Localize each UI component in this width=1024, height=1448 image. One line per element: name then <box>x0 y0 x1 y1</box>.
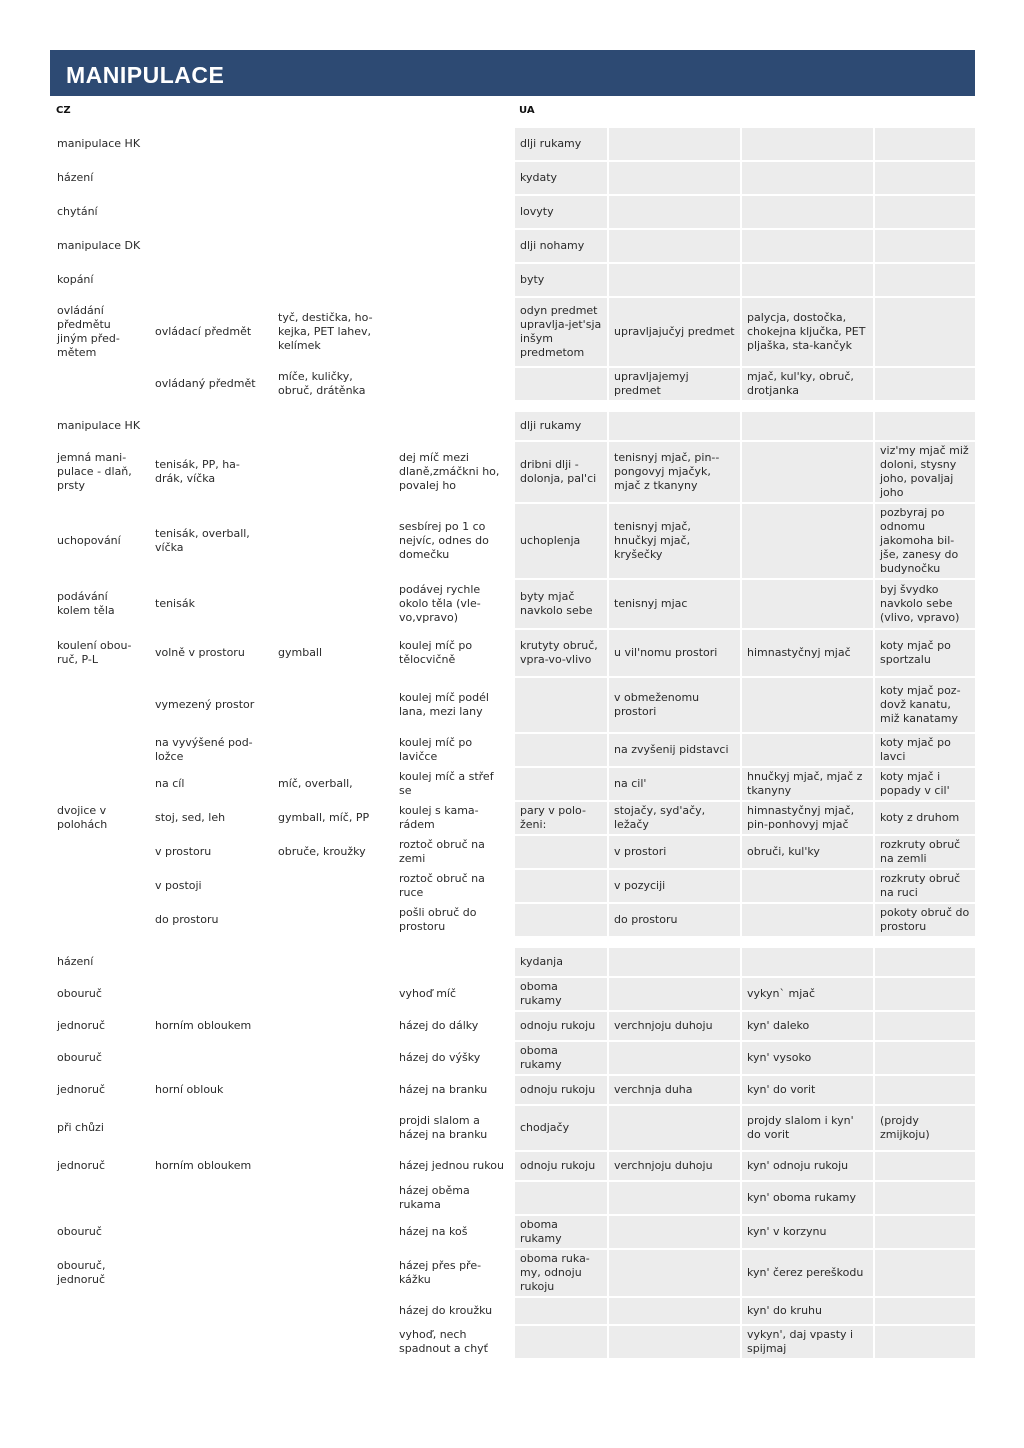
cz-cell-2: tenisák, PP, ha-drák, víčka <box>149 441 272 503</box>
cz-cell-4: sesbírej po 1 co nejvíc, odnes do domečku <box>393 503 514 579</box>
section-spacer <box>51 401 976 411</box>
cz-cell-2: vymezený prostor <box>149 677 272 733</box>
ua-cell-2 <box>608 411 741 441</box>
cz-cell-4 <box>393 127 514 161</box>
ua-cell-1 <box>514 1297 608 1325</box>
ua-cell-3 <box>741 229 874 263</box>
cz-cell-4: projdi slalom a házej na branku <box>393 1105 514 1151</box>
cz-cell-3 <box>272 229 393 263</box>
cz-cell-4: házej jednou rukou <box>393 1151 514 1181</box>
cz-cell-3 <box>272 947 393 977</box>
ua-cell-1: oboma rukamy <box>514 977 608 1011</box>
table-row <box>51 579 976 629</box>
table-row <box>51 1325 976 1359</box>
cz-cell-1: ovládání předmětu jiným před-mětem <box>51 297 149 367</box>
table-row <box>51 733 976 767</box>
table-row <box>51 411 976 441</box>
ua-cell-2: v prostori <box>608 835 741 869</box>
ua-cell-1: odnoju rukoju <box>514 1151 608 1181</box>
ua-cell-4 <box>874 263 976 297</box>
ua-cell-3: vykyn', daj vpasty i spijmaj <box>741 1325 874 1359</box>
ua-cell-4 <box>874 1011 976 1041</box>
ua-cell-1: byty mjač navkolo sebe <box>514 579 608 629</box>
ua-cell-2 <box>608 1105 741 1151</box>
ua-cell-4 <box>874 1041 976 1075</box>
ua-cell-4: koty z druhom <box>874 801 976 835</box>
table-row <box>51 1075 976 1105</box>
cz-cell-1: obouruč <box>51 1215 149 1249</box>
cz-cell-1: při chůzi <box>51 1105 149 1151</box>
cz-cell-2: horní oblouk <box>149 1075 272 1105</box>
cz-cell-1 <box>51 1297 149 1325</box>
cz-cell-2: na cíl <box>149 767 272 801</box>
table-row <box>51 367 976 401</box>
ua-cell-3 <box>741 733 874 767</box>
cz-cell-4: koulej s kama-rádem <box>393 801 514 835</box>
cz-cell-4: házej do výšky <box>393 1041 514 1075</box>
table-row <box>51 229 976 263</box>
ua-cell-4: byj švydko navkolo sebe (vlivo, vpravo) <box>874 579 976 629</box>
cz-cell-3: gymball <box>272 629 393 677</box>
cz-cell-2 <box>149 1105 272 1151</box>
ua-cell-3: palycja, dostočka, chokejna ključka, PET pljaška, sta-kančyk <box>741 297 874 367</box>
ua-cell-4: koty mjač po sportzalu <box>874 629 976 677</box>
cz-cell-1: chytání <box>51 195 149 229</box>
ua-cell-1 <box>514 903 608 937</box>
cz-cell-3 <box>272 1325 393 1359</box>
table-row <box>51 835 976 869</box>
cz-cell-3 <box>272 1011 393 1041</box>
cz-cell-4: koulej míč po lavičce <box>393 733 514 767</box>
cz-cell-1: obouruč, jednoruč <box>51 1249 149 1297</box>
ua-cell-3: obruči, kul'ky <box>741 835 874 869</box>
cz-cell-3 <box>272 869 393 903</box>
ua-cell-2 <box>608 1325 741 1359</box>
ua-cell-4: pokoty obruč do prostoru <box>874 903 976 937</box>
table-row <box>51 629 976 677</box>
ua-cell-1 <box>514 1181 608 1215</box>
cz-cell-3 <box>272 1215 393 1249</box>
ua-cell-3: vykyn` mjač <box>741 977 874 1011</box>
table-row <box>51 1105 976 1151</box>
cz-cell-2: v prostoru <box>149 835 272 869</box>
cz-cell-2: v postoji <box>149 869 272 903</box>
table-row <box>51 947 976 977</box>
table-row <box>51 1041 976 1075</box>
cz-cell-4 <box>393 367 514 401</box>
ua-cell-2: v pozyciji <box>608 869 741 903</box>
table-row <box>51 801 976 835</box>
cz-cell-1 <box>51 835 149 869</box>
ua-cell-4 <box>874 195 976 229</box>
ua-cell-2: verchnja duha <box>608 1075 741 1105</box>
ua-cell-1: kydaty <box>514 161 608 195</box>
table-row <box>51 1011 976 1041</box>
cz-cell-1 <box>51 367 149 401</box>
cz-cell-2 <box>149 263 272 297</box>
ua-cell-2 <box>608 977 741 1011</box>
ua-cell-1 <box>514 733 608 767</box>
cz-cell-4: dej míč mezi dlaně,zmáčkni ho, povalej ho <box>393 441 514 503</box>
ua-cell-3 <box>741 947 874 977</box>
ua-cell-2 <box>608 195 741 229</box>
table-row <box>51 441 976 503</box>
cz-cell-4: házej do kroužku <box>393 1297 514 1325</box>
cz-cell-3 <box>272 1041 393 1075</box>
ua-cell-3 <box>741 263 874 297</box>
cz-cell-2 <box>149 127 272 161</box>
ua-cell-3: himnastyčnyj mjač <box>741 629 874 677</box>
cz-cell-3 <box>272 1297 393 1325</box>
cz-cell-1: házení <box>51 161 149 195</box>
ua-cell-1: oboma ruka-my, odnoju rukoju <box>514 1249 608 1297</box>
ua-cell-4: rozkruty obruč na ruci <box>874 869 976 903</box>
cz-cell-3 <box>272 1181 393 1215</box>
table-row <box>51 263 976 297</box>
ua-cell-4 <box>874 1325 976 1359</box>
cz-cell-1 <box>51 767 149 801</box>
cz-cell-1 <box>51 733 149 767</box>
table-row <box>51 161 976 195</box>
ua-cell-3 <box>741 127 874 161</box>
cz-cell-2: tenisák <box>149 579 272 629</box>
ua-cell-4 <box>874 977 976 1011</box>
ua-cell-4 <box>874 1075 976 1105</box>
cz-cell-4: koulej míč po tělocvičně <box>393 629 514 677</box>
ua-cell-1: kydanja <box>514 947 608 977</box>
ua-cell-3: kyn' daleko <box>741 1011 874 1041</box>
cz-cell-3: míče, kuličky, obruč, drátěnka <box>272 367 393 401</box>
cz-cell-1 <box>51 903 149 937</box>
cz-cell-2 <box>149 1325 272 1359</box>
ua-cell-2 <box>608 947 741 977</box>
ua-cell-3: projdy slalom i kyn' do vorit <box>741 1105 874 1151</box>
ua-cell-1: pary v polo-ženi: <box>514 801 608 835</box>
cz-cell-4 <box>393 263 514 297</box>
table-row <box>51 903 976 937</box>
ua-cell-1: odyn predmet upravlja-jet'sja inšym predmetom <box>514 297 608 367</box>
cz-cell-4 <box>393 411 514 441</box>
ua-cell-1 <box>514 677 608 733</box>
cz-cell-3 <box>272 195 393 229</box>
cz-cell-4: pošli obruč do prostoru <box>393 903 514 937</box>
ua-cell-3: mjač, kul'ky, obruč, drotjanka <box>741 367 874 401</box>
cz-cell-2 <box>149 1181 272 1215</box>
cz-cell-2 <box>149 1215 272 1249</box>
cz-cell-3: míč, overball, <box>272 767 393 801</box>
page-header <box>50 50 975 96</box>
cz-cell-1: manipulace HK <box>51 411 149 441</box>
ua-cell-4: koty mjač i popady v cil' <box>874 767 976 801</box>
ua-cell-1: oboma rukamy <box>514 1215 608 1249</box>
ua-cell-3 <box>741 195 874 229</box>
ua-cell-1: chodjačy <box>514 1105 608 1151</box>
cz-cell-1: jemná mani-pulace - dlaň, prsty <box>51 441 149 503</box>
cz-cell-3 <box>272 1249 393 1297</box>
cz-cell-2 <box>149 977 272 1011</box>
cz-cell-4: koulej míč podél lana, mezi lany <box>393 677 514 733</box>
cz-cell-3 <box>272 1075 393 1105</box>
cz-cell-1: dvojice v polohách <box>51 801 149 835</box>
cz-cell-2 <box>149 161 272 195</box>
ua-cell-2 <box>608 1181 741 1215</box>
ua-cell-2 <box>608 1215 741 1249</box>
ua-cell-1: dlji rukamy <box>514 127 608 161</box>
cz-cell-2: ovládaný předmět <box>149 367 272 401</box>
ua-cell-3: kyn' do kruhu <box>741 1297 874 1325</box>
ua-cell-2 <box>608 229 741 263</box>
ua-cell-2: tenisnyj mjac <box>608 579 741 629</box>
cz-cell-3 <box>272 579 393 629</box>
ua-cell-4: rozkruty obruč na zemli <box>874 835 976 869</box>
ua-cell-2: verchnjoju duhoju <box>608 1151 741 1181</box>
cz-cell-2: stoj, sed, leh <box>149 801 272 835</box>
cz-cell-1: házení <box>51 947 149 977</box>
ua-cell-1: odnoju rukoju <box>514 1011 608 1041</box>
cz-cell-3 <box>272 503 393 579</box>
cz-cell-2 <box>149 1249 272 1297</box>
ua-cell-4 <box>874 161 976 195</box>
cz-cell-3 <box>272 161 393 195</box>
table-row <box>51 127 976 161</box>
cz-cell-1: kopání <box>51 263 149 297</box>
ua-cell-2: verchnjoju duhoju <box>608 1011 741 1041</box>
cz-cell-3 <box>272 1105 393 1151</box>
ua-cell-4 <box>874 367 976 401</box>
ua-cell-2 <box>608 161 741 195</box>
ua-cell-4 <box>874 1181 976 1215</box>
ua-cell-3 <box>741 161 874 195</box>
cz-cell-1: jednoruč <box>51 1011 149 1041</box>
cz-cell-4: vyhoď, nech spadnout a chyť <box>393 1325 514 1359</box>
cz-cell-1: jednoruč <box>51 1075 149 1105</box>
cz-cell-1 <box>51 869 149 903</box>
ua-cell-1 <box>514 367 608 401</box>
ua-cell-4 <box>874 1215 976 1249</box>
table-row <box>51 767 976 801</box>
ua-cell-2: tenisnyj mjač, pin--pongovyj mjačyk, mjač z tkanyny <box>608 441 741 503</box>
cz-cell-1: koulení obou-ruč, P-L <box>51 629 149 677</box>
ua-cell-3: himnastyčnyj mjač, pin-ponhovyj mjač <box>741 801 874 835</box>
ua-cell-3 <box>741 677 874 733</box>
cz-cell-2 <box>149 229 272 263</box>
ua-cell-1 <box>514 1325 608 1359</box>
ua-cell-4: (projdy zmijkoju) <box>874 1105 976 1151</box>
table-row <box>51 1249 976 1297</box>
page-title: MANIPULACE <box>66 62 225 88</box>
table-row <box>51 677 976 733</box>
cz-cell-3 <box>272 263 393 297</box>
cz-cell-2 <box>149 411 272 441</box>
ua-cell-4 <box>874 1297 976 1325</box>
cz-cell-4: házej přes pře-kážku <box>393 1249 514 1297</box>
ua-cell-4 <box>874 127 976 161</box>
cz-cell-1 <box>51 1181 149 1215</box>
table-row <box>51 1297 976 1325</box>
cz-cell-3 <box>272 733 393 767</box>
cz-cell-2: do prostoru <box>149 903 272 937</box>
ua-cell-2 <box>608 1297 741 1325</box>
table-row <box>51 869 976 903</box>
ua-cell-3: kyn' do vorit <box>741 1075 874 1105</box>
cz-cell-4 <box>393 161 514 195</box>
cz-cell-1 <box>51 677 149 733</box>
ua-cell-3: kyn' odnoju rukoju <box>741 1151 874 1181</box>
cz-cell-2 <box>149 1041 272 1075</box>
ua-cell-2: v obmeženomu prostori <box>608 677 741 733</box>
ua-cell-2: u vil'nomu prostori <box>608 629 741 677</box>
cz-cell-3: gymball, míč, PP <box>272 801 393 835</box>
table-row <box>51 297 976 367</box>
cz-cell-4: házej do dálky <box>393 1011 514 1041</box>
cz-cell-1: uchopování <box>51 503 149 579</box>
cz-cell-3: obruče, kroužky <box>272 835 393 869</box>
ua-cell-4 <box>874 411 976 441</box>
cz-cell-2: horním obloukem <box>149 1011 272 1041</box>
vocabulary-table <box>50 126 977 1360</box>
ua-cell-3: hnučkyj mjač, mjač z tkanyny <box>741 767 874 801</box>
ua-cell-1: dribni dlji - dolonja, pal'ci <box>514 441 608 503</box>
ua-cell-3: kyn' oboma rukamy <box>741 1181 874 1215</box>
cz-cell-2: na vyvýšené pod-ložce <box>149 733 272 767</box>
cz-cell-3 <box>272 441 393 503</box>
ua-cell-1 <box>514 835 608 869</box>
cz-cell-4: podávej rychle okolo těla (vle-vo,vpravo) <box>393 579 514 629</box>
ua-cell-3 <box>741 441 874 503</box>
cz-cell-3 <box>272 411 393 441</box>
ua-cell-4: viz'my mjač miž doloni, stysny joho, povaljaj joho <box>874 441 976 503</box>
ua-cell-1: odnoju rukoju <box>514 1075 608 1105</box>
cz-cell-4: vyhoď míč <box>393 977 514 1011</box>
cz-cell-1: manipulace HK <box>51 127 149 161</box>
ua-cell-4 <box>874 297 976 367</box>
cz-cell-3 <box>272 977 393 1011</box>
ua-cell-2: na zvyšenij pidstavci <box>608 733 741 767</box>
cz-cell-4: házej na branku <box>393 1075 514 1105</box>
ua-cell-1: dlji nohamy <box>514 229 608 263</box>
table-row <box>51 1215 976 1249</box>
ua-cell-2 <box>608 1249 741 1297</box>
cz-cell-1: obouruč <box>51 977 149 1011</box>
ua-cell-3: kyn' čerez pereškodu <box>741 1249 874 1297</box>
table-row <box>51 503 976 579</box>
ua-cell-1: byty <box>514 263 608 297</box>
ua-cell-2: upravljajemyj predmet <box>608 367 741 401</box>
cz-cell-1: jednoruč <box>51 1151 149 1181</box>
cz-cell-2: tenisák, overball, víčka <box>149 503 272 579</box>
ua-cell-2: na cil' <box>608 767 741 801</box>
ua-cell-2: tenisnyj mjač, hnučkyj mjač, kryšečky <box>608 503 741 579</box>
ua-cell-4 <box>874 1151 976 1181</box>
cz-cell-4: koulej míč a střef se <box>393 767 514 801</box>
ua-cell-1: dlji rukamy <box>514 411 608 441</box>
cz-cell-2 <box>149 195 272 229</box>
ua-cell-1 <box>514 869 608 903</box>
cz-cell-2 <box>149 947 272 977</box>
cz-cell-3 <box>272 677 393 733</box>
ua-cell-1 <box>514 767 608 801</box>
section-spacer <box>51 937 976 947</box>
cz-cell-4: házej na koš <box>393 1215 514 1249</box>
ua-cell-3: kyn' v korzynu <box>741 1215 874 1249</box>
ua-cell-2 <box>608 127 741 161</box>
cz-cell-1: manipulace DK <box>51 229 149 263</box>
cz-cell-4: roztoč obruč na ruce <box>393 869 514 903</box>
table-row <box>51 1181 976 1215</box>
column-header-ua: UA <box>519 105 535 116</box>
ua-cell-4 <box>874 229 976 263</box>
ua-cell-3 <box>741 503 874 579</box>
cz-cell-4: házej oběma rukama <box>393 1181 514 1215</box>
table-row <box>51 1151 976 1181</box>
ua-cell-1: krutyty obruč, vpra-vo-vlivo <box>514 629 608 677</box>
ua-cell-2: stojačy, syd'ačy, ležačy <box>608 801 741 835</box>
ua-cell-3 <box>741 579 874 629</box>
cz-cell-2: volně v prostoru <box>149 629 272 677</box>
table-row <box>51 195 976 229</box>
ua-cell-2 <box>608 263 741 297</box>
ua-cell-3 <box>741 869 874 903</box>
ua-cell-2 <box>608 1041 741 1075</box>
ua-cell-4: pozbyraj po odnomu jakomoha bil-jše, zanesy do budynočku <box>874 503 976 579</box>
cz-cell-4 <box>393 947 514 977</box>
column-header-cz: CZ <box>56 105 71 116</box>
cz-cell-2 <box>149 1297 272 1325</box>
ua-cell-4: koty mjač poz-dovž kanatu, miž kanatamy <box>874 677 976 733</box>
ua-cell-3: kyn' vysoko <box>741 1041 874 1075</box>
table-row <box>51 977 976 1011</box>
ua-cell-4 <box>874 947 976 977</box>
cz-cell-1: obouruč <box>51 1041 149 1075</box>
cz-cell-3 <box>272 903 393 937</box>
ua-cell-3 <box>741 411 874 441</box>
ua-cell-2: upravljajučyj predmet <box>608 297 741 367</box>
ua-cell-3 <box>741 903 874 937</box>
ua-cell-1: lovyty <box>514 195 608 229</box>
cz-cell-2: horním obloukem <box>149 1151 272 1181</box>
cz-cell-4 <box>393 195 514 229</box>
ua-cell-1: uchoplenja <box>514 503 608 579</box>
cz-cell-4 <box>393 229 514 263</box>
ua-cell-2: do prostoru <box>608 903 741 937</box>
ua-cell-1: oboma rukamy <box>514 1041 608 1075</box>
ua-cell-4 <box>874 1249 976 1297</box>
cz-cell-3 <box>272 1151 393 1181</box>
cz-cell-4: roztoč obruč na zemi <box>393 835 514 869</box>
cz-cell-3 <box>272 127 393 161</box>
cz-cell-4 <box>393 297 514 367</box>
cz-cell-1 <box>51 1325 149 1359</box>
cz-cell-2: ovládací předmět <box>149 297 272 367</box>
cz-cell-3: tyč, destička, ho-kejka, PET lahev, kelímek <box>272 297 393 367</box>
ua-cell-4: koty mjač po lavci <box>874 733 976 767</box>
cz-cell-1: podávání kolem těla <box>51 579 149 629</box>
